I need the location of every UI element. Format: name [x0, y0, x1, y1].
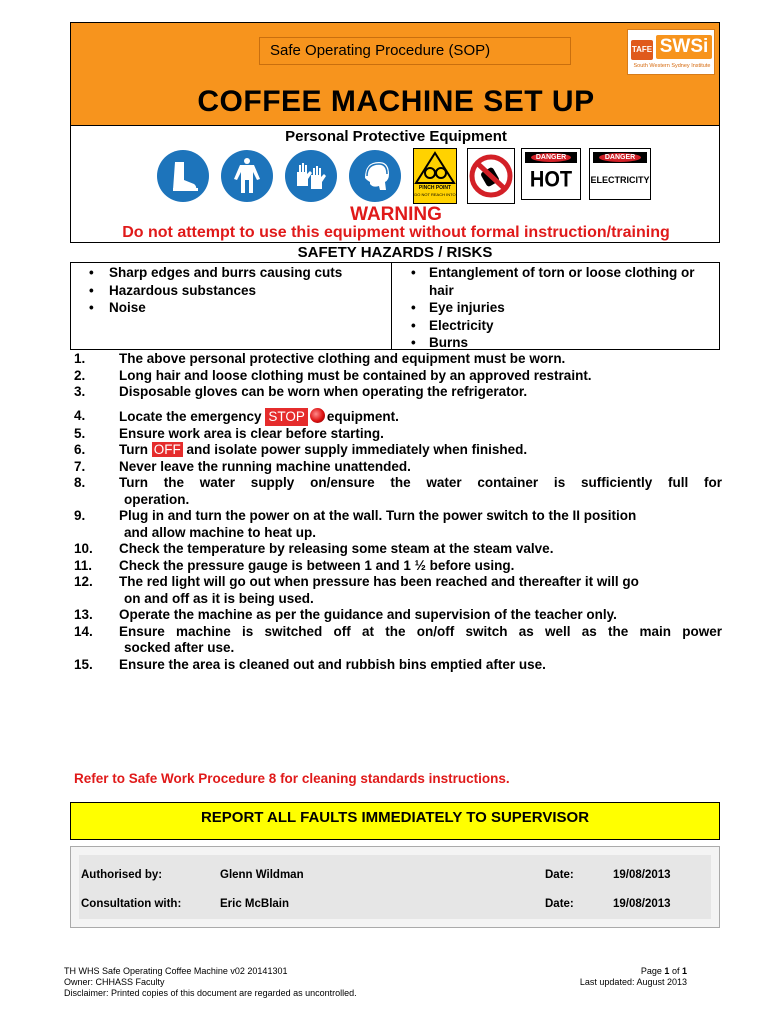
step-item — [74, 508, 722, 541]
page-prefix: Page — [640, 966, 662, 976]
step-text-continued: and allow machine to heat up. — [124, 524, 317, 540]
step-number: 7. — [74, 458, 86, 474]
step-number: 14. — [74, 623, 93, 639]
step-text: Ensure the area is cleaned out and rubbish bins emptied after use. — [119, 656, 546, 672]
stop-tag: STOP — [265, 408, 308, 426]
step-item — [74, 384, 722, 401]
step-item — [74, 657, 722, 674]
step-text: Ensure machine is switched off at the on/off switch as well as the main power — [119, 623, 722, 639]
consultation-date-label: Date: — [545, 898, 574, 910]
step-text: Check the pressure gauge is between 1 and 1 ½ before using. — [119, 557, 515, 573]
authorised-date-label: Date: — [545, 869, 574, 881]
tafe-swsi-logo — [627, 29, 715, 75]
sop-label: Safe Operating Procedure (SOP) — [259, 37, 571, 65]
step-number: 4. — [74, 407, 86, 423]
step-text: Never leave the running machine unattended. — [119, 458, 411, 474]
step-number: 9. — [74, 508, 86, 523]
page-number: 1 — [664, 966, 670, 976]
danger-hot-icon — [521, 148, 581, 200]
step-item — [74, 574, 722, 607]
hair-net-icon — [349, 150, 401, 202]
footer-right — [545, 966, 687, 988]
ppe-title: Personal Protective Equipment — [285, 128, 507, 145]
pinch-point-label: PINCH POINT — [418, 185, 452, 191]
list-item: • Entanglement of torn or loose clothing or hair — [391, 264, 719, 299]
step-item — [74, 541, 722, 558]
footer-last-updated: Last updated: August 2013 — [579, 977, 687, 987]
step-text: The red light will go out when pressure has been reached and thereafter it will go — [119, 574, 639, 589]
step-text: The above personal protective clothing and equipment must be worn. — [119, 351, 566, 366]
safety-boots-icon — [157, 150, 209, 202]
step-number: 15. — [74, 656, 93, 672]
step-text: Locate the emergency — [119, 408, 262, 424]
logo-tafe: TAFE — [631, 40, 653, 60]
step-item — [74, 607, 722, 624]
consultation-date: 19/08/2013 — [613, 898, 671, 910]
list-item: • Burns — [391, 334, 719, 352]
warning-title: WARNING — [350, 204, 442, 225]
step-number: 12. — [74, 574, 93, 589]
danger-electricity-text: ELECTRICITY — [590, 175, 650, 185]
danger-electricity-icon — [589, 148, 651, 200]
overalls-icon — [221, 150, 273, 202]
step-item — [74, 368, 722, 385]
hazard-table — [70, 262, 720, 350]
step-item — [74, 408, 722, 426]
logo-subtitle: South Western Sydney Institute — [633, 63, 711, 69]
step-text: Check the temperature by releasing some steam at the steam valve. — [119, 541, 554, 556]
authorisation-box — [70, 846, 720, 928]
hazard-column-right — [391, 263, 719, 349]
footer-doc-id: TH WHS Safe Operating Coffee Machine v02 20141301 — [64, 966, 288, 976]
step-item — [74, 624, 722, 657]
hazards-title: SAFETY HAZARDS / RISKS — [297, 244, 493, 261]
step-text: equipment. — [326, 408, 399, 424]
list-item: • Eye injuries — [391, 299, 719, 317]
footer-owner: Owner: CHHASS Faculty — [64, 977, 165, 987]
warning-text: Do not attempt to use this equipment without formal instruction/training — [122, 224, 670, 241]
hazard-column-left — [71, 263, 392, 349]
danger-hot-text: HOT — [529, 167, 573, 193]
list-item: • Electricity — [391, 317, 719, 335]
pinch-point-sublabel: DO NOT REACH INTO — [414, 192, 456, 197]
sop-header — [70, 22, 720, 126]
step-number: 13. — [74, 607, 93, 622]
footer-page — [545, 966, 687, 977]
danger-electricity-header: DANGER — [599, 153, 641, 162]
ppe-icon-row — [155, 148, 655, 206]
emergency-stop-icon — [310, 408, 325, 423]
step-text: and isolate power supply immediately when finished. — [186, 442, 528, 457]
step-text-continued: on and off as it is being used. — [124, 590, 314, 606]
step-text: Long hair and loose clothing must be contained by an approved restraint. — [119, 367, 592, 383]
step-text: Turn — [119, 442, 148, 457]
step-number: 5. — [74, 425, 86, 441]
off-tag: OFF — [153, 442, 181, 457]
procedure-steps — [74, 351, 722, 673]
report-faults-banner: REPORT ALL FAULTS IMMEDIATELY TO SUPERVISOR — [70, 802, 720, 840]
step-number: 3. — [74, 384, 86, 399]
danger-hot-header: DANGER — [531, 153, 571, 162]
step-item — [74, 426, 722, 443]
step-text: Disposable gloves can be worn when operating the refrigerator. — [119, 384, 528, 399]
step-item — [74, 459, 722, 476]
ppe-section — [70, 126, 720, 243]
no-jewellery-icon — [467, 148, 515, 204]
page-total: 1 — [681, 966, 687, 976]
logo-brand: SWSi — [656, 35, 712, 59]
step-text-continued: socked after use. — [124, 640, 235, 655]
step-number: 10. — [74, 541, 93, 556]
step-number: 8. — [74, 475, 86, 490]
authorised-name: Glenn Wildman — [220, 869, 304, 881]
consultation-name: Eric McBlain — [220, 898, 290, 910]
refer-note: Refer to Safe Work Procedure 8 for cleaning standards instructions. — [74, 771, 510, 786]
footer-disclaimer: Disclaimer: Printed copies of this document are regarded as uncontrolled. — [64, 988, 357, 998]
step-number: 11. — [74, 557, 93, 573]
authorised-date: 19/08/2013 — [613, 869, 671, 881]
step-text: Plug in and turn the power on at the wall. Turn the power switch to the II position — [119, 508, 637, 523]
authorisation-panel — [79, 855, 711, 919]
step-number: 1. — [74, 351, 86, 366]
step-text-continued: operation. — [124, 491, 190, 507]
step-item — [74, 475, 722, 508]
list-item: • Noise — [71, 299, 391, 317]
step-item — [74, 442, 722, 459]
footer-left — [64, 966, 357, 999]
page-title: COFFEE MACHINE SET UP — [197, 85, 595, 118]
step-number: 6. — [74, 442, 86, 457]
step-text: Operate the machine as per the guidance and supervision of the teacher only. — [119, 607, 617, 622]
step-item — [74, 351, 722, 368]
list-item: • Hazardous substances — [71, 282, 391, 300]
step-text: Ensure work area is clear before starting. — [119, 425, 384, 441]
list-item: • Sharp edges and burrs causing cuts — [71, 264, 391, 282]
page-of: of — [671, 966, 680, 976]
step-number: 2. — [74, 367, 86, 383]
consultation-label: Consultation with: — [81, 898, 182, 910]
gloves-icon — [285, 150, 337, 202]
step-text: Turn the water supply on/ensure the water container is sufficiently full for — [119, 475, 722, 490]
pinch-point-icon — [413, 148, 457, 204]
authorised-label: Authorised by: — [81, 869, 163, 881]
step-item — [74, 558, 722, 575]
